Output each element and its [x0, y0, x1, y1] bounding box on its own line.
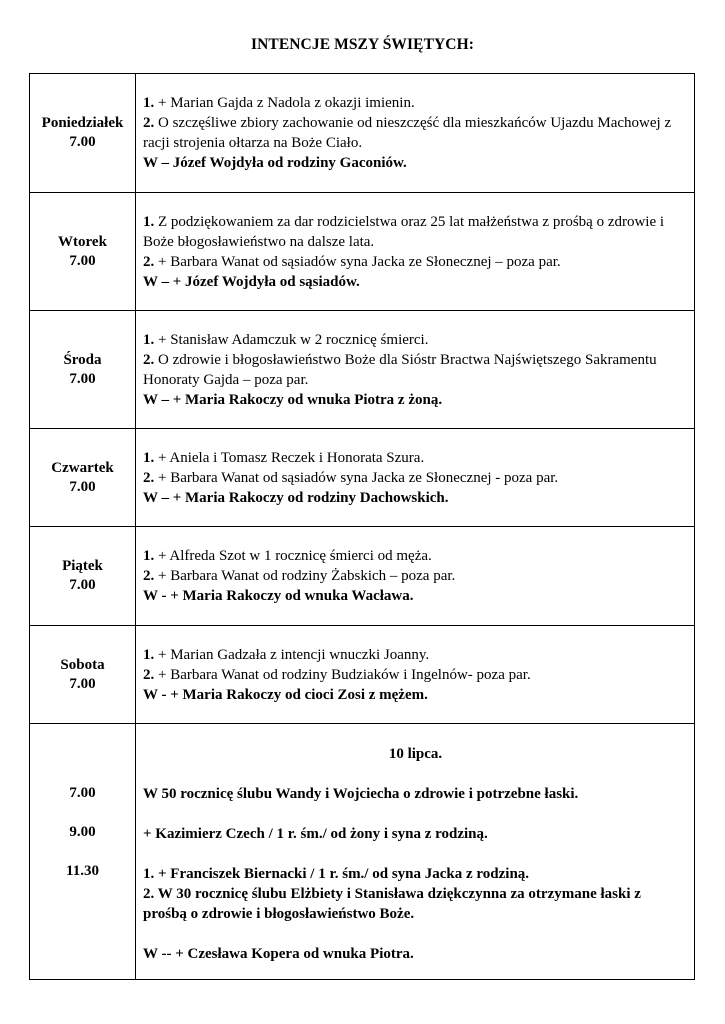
evening-intention: W – + Maria Rakoczy od wnuka Piotra z żoną. [143, 391, 443, 408]
day-time: 7.00 [69, 252, 96, 269]
evening-intention: W -- + Czesława Kopera od wnuka Piotra. [143, 946, 414, 962]
day-cell [30, 429, 136, 527]
evening-intention: W – + Maria Rakoczy od rodziny Dachowskich. [143, 489, 449, 506]
mass-time: 9.00 [69, 824, 96, 840]
evening-intention: W - + Maria Rakoczy od wnuka Wacława. [143, 588, 414, 604]
intentions-cell [136, 311, 695, 429]
intentions-cell [136, 74, 695, 193]
day-time: 7.00 [69, 478, 96, 495]
day-name: Środa [63, 351, 102, 368]
intentions-cell [136, 527, 695, 626]
day-time: 7.00 [69, 675, 96, 692]
mass-intention-900: + Kazimierz Czech / 1 r. śm./ od żony i syna z rodziną. [143, 826, 488, 842]
day-name: Wtorek [58, 233, 107, 250]
sunday-date: 10 lipca. [388, 746, 443, 762]
day-time: 7.00 [69, 134, 96, 150]
day-name: Sobota [60, 656, 105, 673]
intentions-cell [136, 193, 695, 311]
day-cell [30, 311, 136, 429]
day-name: Czwartek [51, 459, 114, 476]
day-name: Piątek [62, 558, 103, 574]
day-cell [30, 527, 136, 626]
mass-intention-700: W 50 rocznicę ślubu Wandy i Wojciecha o zdrowie i potrzebne łaski. [143, 786, 579, 802]
intentions-table [29, 73, 695, 980]
intention-item: 2. + Barbara Wanat od rodziny Żabskich – poza par. [143, 568, 456, 584]
mass-time: 11.30 [66, 863, 99, 879]
sunday-intentions-cell [136, 724, 695, 980]
table-row [30, 626, 695, 724]
evening-intention: W - + Maria Rakoczy od cioci Zosi z mężem. [143, 686, 428, 703]
intention-item: 2. + Barbara Wanat od sąsiadów syna Jacka ze Słonecznej – poza par. [143, 253, 561, 270]
intention-item: 1. Z podziękowaniem za dar rodzicielstwa oraz 25 lat małżeństwa z prośbą o zdrowie i Boże błogosławieństwo na dalsze lata. [143, 213, 665, 250]
intention-item: 2. O zdrowie i błogosławieństwo Boże dla Sióstr Bractwa Najświętszego Sakramentu Honoraty Gajda – poza par. [143, 351, 657, 388]
mass-intention-1130: 1. + Franciszek Biernacki / 1 r. śm./ od syna Jacka z rodziną. [143, 866, 530, 882]
table-row [30, 527, 695, 626]
evening-intention: W – Józef Wojdyła od rodziny Gaconiów. [143, 155, 407, 171]
mass-time: 7.00 [69, 785, 96, 801]
intention-item: 1. + Alfreda Szot w 1 rocznicę śmierci od męża. [143, 548, 432, 564]
evening-intention: W – + Józef Wojdyła od sąsiadów. [143, 273, 360, 290]
intention-item: 1. + Marian Gadzała z intencji wnuczki Joanny. [143, 646, 430, 663]
intention-item: 1. + Marian Gajda z Nadola z okazji imienin. [143, 95, 415, 111]
intention-item: 2. + Barbara Wanat od rodziny Budziaków i Ingelnów- poza par. [143, 666, 531, 683]
intentions-cell [136, 626, 695, 724]
mass-intention-1130: 2. W 30 rocznicę ślubu Elżbiety i Stanisława dziękczynna za otrzymane łaski z prośbą o zdrowie i błogosławieństwo Boże. [143, 886, 641, 922]
page-title: INTENCJE MSZY ŚWIĘTYCH: [250, 36, 475, 53]
day-cell [30, 626, 136, 724]
day-cell [30, 74, 136, 193]
table-row [30, 311, 695, 429]
table-row [30, 429, 695, 527]
table-row [30, 724, 695, 980]
day-time: 7.00 [69, 370, 96, 387]
day-time: 7.00 [69, 577, 96, 593]
table-row [30, 193, 695, 311]
day-cell [30, 193, 136, 311]
intention-item: 1. + Aniela i Tomasz Reczek i Honorata Szura. [143, 449, 425, 466]
day-name: Poniedziałek [41, 115, 124, 131]
intention-item: 1. + Stanisław Adamczuk w 2 rocznicę śmierci. [143, 331, 429, 348]
intention-item: 2. + Barbara Wanat od sąsiadów syna Jacka ze Słonecznej - poza par. [143, 469, 559, 486]
sunday-times-cell [30, 724, 136, 980]
table-row [30, 74, 695, 193]
intention-item: 2. O szczęśliwe zbiory zachowanie od nieszczęść dla mieszkańców Ujazdu Machowej z racji strojenia ołtarza na Boże Ciało. [143, 115, 672, 151]
intentions-cell [136, 429, 695, 527]
